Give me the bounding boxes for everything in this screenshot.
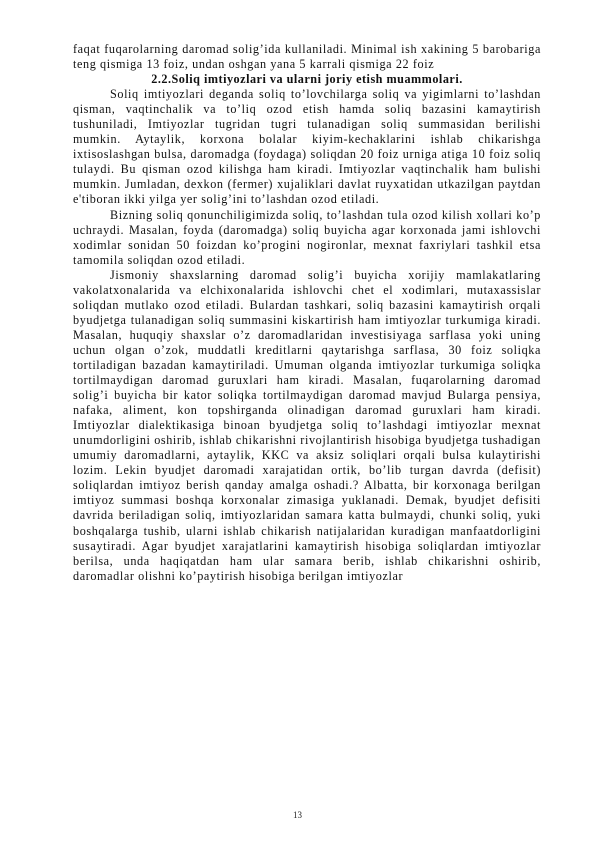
document-body [73,42,541,584]
body-paragraph: Jismoniy shaxslarning daromad solig’i buyicha xorijiy mamlakatlaring vakolatxonalarida va elchixonalarida ishlovchi chet el xodimlari, mutaxassislar soliqdan mutlako ozod etiladi. Bulardan tashkari, soliq bazasini kamaytirish orqali byudjetga tulanadigan soliq summasini kiskartirish ham imtiyozlar turkumiga kiradi. Masalan, huquqiy shaxslar o’z daromadlaridan investisiyaga sarflasa yoki uning uchun olgan o’zok, muddatli kreditlarni qaytarishga sarflasa, 30 foiz soliqka tortiladigan bazadan kamaytiriladi. Umuman olganda imtiyozlar turkumiga soliqka tortilmaydigan daromad guruxlari ham kiradi. Masalan, fuqarolarning daromad solig’i buyicha bir kator soliqka tortilmaydigan daromad mavjud Bularga pensiya, nafaka, aliment, kon topshirganda olinadigan daromad guruxlari ham kiradi. Imtiyozlar dialektikasiga binoan byudjetga soliq to’lashdagi imtiyozlar mexnat unumdorligini oshirib, ishlab chikarishni rivojlantirish hisobiga byudjetga tushadigan umumiy daromadlarni, aytaylik, KKC va aksiz soliqlari orqali bulsa kulaytirishi lozim. Lekin byudjet daromadi xarajatidan ortik, bo’lib turgan davrda (defisit) soliqlardan imtiyoz berish qanday amalga oshadi.? Albatta, bir korxonaga berilgan imtiyoz summasi boshqa korxonalar zimasiga yuklanadi. Demak, byudjet defisiti davrida beriladigan soliq, imtiyozlaridan samara katta bulmaydi, chunki soliq, yuki boshqalarga tushib, ularni ishlab chikarish natijalaridan kuradigan manfaatdorligini susaytiradi. Agar byudjet xarajatlarini kamaytirish hisobiga soliqlardan imtiyozlar berilsa, unda haqiqatdan ham ular samara berib, ishlab chikarishni oshirib, daromadlar olishni ko’paytirish hisobiga berilgan imtiyozlar [73,267,541,583]
page-number: 13 [293,810,302,820]
body-paragraph: Bizning soliq qonunchiligimizda soliq, to’lashdan tula ozod kilish xollari ko’p uchraydi. Masalan, foyda (daromadga) soliq buyicha agar korxonada jami ishlovchi xodimlar sonidan 50 foizdan ko’progini nogironlar, mexnat faxriylari tashkil etsa tamomila soliqdan ozod etiladi. [73,207,541,267]
section-heading: 2.2.Soliq imtiyozlari va ularni joriy etish muammolari. [151,72,463,87]
body-paragraph: Soliq imtiyozlari deganda soliq to’lovchilarga soliq va yigimlarni to’lashdan qisman, vaqtinchalik va to’liq ozod etish hamda soliq bazasini kamaytirish tushuniladi, Imtiyozlar tugridan tugri tulanadigan soliq summasidan berilishi mumkin. Aytaylik, korxona bolalar kiyim-kechaklarini ishlab chikarishga ixtisoslashgan bulsa, daromadga (foydaga) soliqdan 20 foiz urniga atiga 10 foiz soliq tulaydi. Bu qisman ozod kilishga ham kiradi. Imtiyozlar vaqtinchalik ham bulishi mumkin. Jumladan, dexkon (fermer) xujaliklari davlat ruyxatidan utkazilgan paytdan e'tiboran ikki yilga yer solig’ini to’lashdan ozod etiladi. [73,87,541,207]
intro-paragraph: faqat fuqarolarning daromad solig’ida kullaniladi. Minimal ish xakining 5 barobariga teng qismiga 13 foiz, undan oshgan yana 5 karrali qismiga 22 foiz [73,42,541,72]
